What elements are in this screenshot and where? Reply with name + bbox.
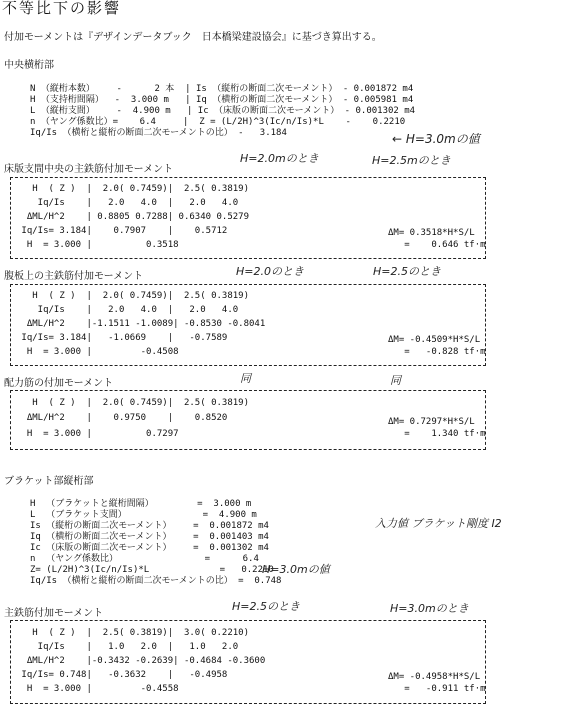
handwritten-note: H=2.0mのとき — [240, 152, 319, 165]
param-line: Iq/Is （横桁と縦桁の断面二次モーメントの比） - 3.184 — [30, 128, 287, 138]
result-line: = 1.340 tf·m — [388, 429, 486, 439]
result-line: ΔM= -0.4509*H*S/L — [388, 335, 481, 345]
result-line: = 0.646 tf·m — [388, 240, 486, 250]
param-line: Is （縦桁の断面二次モーメント） = 0.001872 m4 — [30, 521, 269, 531]
handwritten-note: 同 — [240, 372, 251, 385]
table-heading: 主鉄筋付加モーメント — [4, 608, 104, 619]
param-line: H （支持桁間隔） - 3.000 m | Iq （横桁の断面二次モーメント） - 0.005981 m4 — [30, 95, 414, 105]
result-line: = -0.828 tf·m — [388, 347, 486, 357]
param-line: n （ヤング係数比）= 6.4 | Z = (L/2H)^3(Ic/n/Is)*L - 0.2210 — [30, 117, 406, 127]
param-line: Iq （横桁の断面二次モーメント） = 0.001403 m4 — [30, 532, 269, 542]
table-row: ΔML/H^2 |-1.1511 -1.0089| -0.8530 -0.8041 — [16, 319, 266, 329]
result-line: = -0.911 tf·m — [388, 684, 486, 694]
handwritten-note: H=3.0mの値 — [262, 563, 330, 576]
table-row: Iq/Is= 3.184| 0.7907 | 0.5712 — [16, 226, 228, 236]
handwritten-note: H=2.5mのとき — [372, 154, 451, 167]
table-row: H = 3.000 | -0.4558 — [16, 684, 179, 694]
result-line: ΔM= 0.7297*H*S/L — [388, 417, 475, 427]
table-row: Iq/Is | 2.0 4.0 | 2.0 4.0 — [16, 305, 239, 315]
param-line: N （縦桁本数） - 2 本 | Is （縦桁の断面二次モーメント） - 0.001872 m4 — [30, 84, 414, 94]
table-row: H ( Z ) | 2.5( 0.3819)| 3.0( 0.2210) — [16, 628, 249, 638]
table-row: H = 3.000 | 0.7297 — [16, 429, 179, 439]
result-line: ΔM= 0.3518*H*S/L — [388, 228, 475, 238]
table-row: H = 3.000 | -0.4508 — [16, 347, 179, 357]
handwritten-note: H=2.5のとき — [373, 265, 441, 278]
table-heading: 床版支間中央の主鉄筋付加モーメント — [4, 164, 174, 175]
handwritten-note: H=3.0mのとき — [390, 602, 469, 615]
handwritten-note: 同 — [390, 374, 401, 387]
param-line: Iq/Is （横桁と縦桁の断面二次モーメントの比） = 0.748 — [30, 576, 282, 586]
handwritten-note: 入力値 ブラケット剛度 I2 — [375, 517, 502, 530]
param-line: L （縦桁支間） - 4.900 m | Ic （床版の断面二次モーメント） - 0.001302 m4 — [30, 106, 416, 116]
handwritten-note: ← H=3.0mの値 — [392, 132, 480, 146]
page-title: 不等比下の影響 — [2, 0, 122, 17]
param-line: n （ヤング係数比） = 6.4 — [30, 554, 259, 564]
result-line: ΔM= -0.4958*H*S/L — [388, 672, 481, 682]
table-heading: 腹板上の主鉄筋付加モーメント — [4, 271, 144, 282]
intro-text: 付加モーメントは『デザインデータブック 日本橋梁建設協会』に基づき算出する。 — [4, 32, 382, 43]
table-row: Iq/Is= 3.184| -1.0669 | -0.7589 — [16, 333, 228, 343]
table-row: ΔML/H^2 |-0.3432 -0.2639| -0.4684 -0.3600 — [16, 656, 266, 666]
table-row: H ( Z ) | 2.0( 0.7459)| 2.5( 0.3819) — [16, 184, 249, 194]
param-line: H （ブラケットと縦桁間隔） = 3.000 m — [30, 499, 252, 509]
table-row: Iq/Is= 0.748| -0.3632 | -0.4958 — [16, 670, 228, 680]
table-heading: 配力筋の付加モーメント — [4, 378, 114, 389]
table-row: ΔML/H^2 | 0.8805 0.7288| 0.6340 0.5279 — [16, 212, 249, 222]
section-heading: 中央横桁部 — [4, 60, 54, 71]
table-row: Iq/Is | 2.0 4.0 | 2.0 4.0 — [16, 198, 239, 208]
param-line: Z= (L/2H)^3(Ic/n/Is)*L = 0.2210 — [30, 565, 274, 575]
table-row: ΔML/H^2 | 0.9750 | 0.8520 — [16, 413, 228, 423]
table-row: H ( Z ) | 2.0( 0.7459)| 2.5( 0.3819) — [16, 398, 249, 408]
table-row: H = 3.000 | 0.3518 — [16, 240, 179, 250]
handwritten-note: H=2.0のとき — [236, 265, 304, 278]
section-heading: ブラケット部縦桁部 — [4, 476, 94, 487]
table-row: Iq/Is | 1.0 2.0 | 1.0 2.0 — [16, 642, 239, 652]
param-line: Ic （床版の断面二次モーメント） = 0.001302 m4 — [30, 543, 269, 553]
handwritten-note: H=2.5のとき — [232, 600, 300, 613]
param-line: L （ブラケット支間） = 4.900 m — [30, 510, 257, 520]
table-row: H ( Z ) | 2.0( 0.7459)| 2.5( 0.3819) — [16, 291, 249, 301]
